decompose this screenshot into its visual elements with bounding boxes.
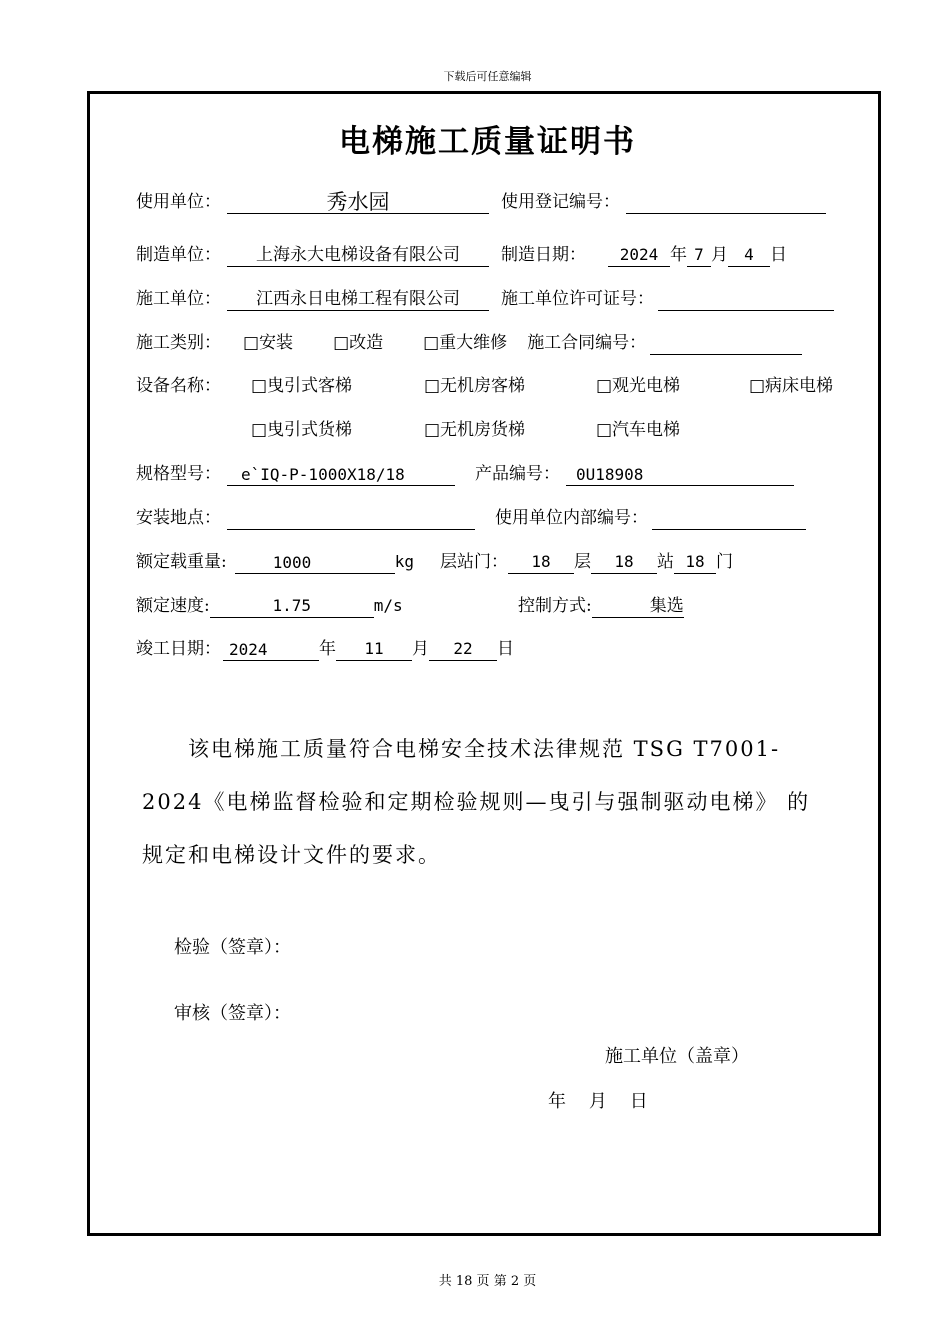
complete-day-char: 日 (497, 639, 514, 659)
reg-no-value (626, 191, 826, 214)
model-value: e`IQ-P-1000X18/18 (227, 464, 455, 486)
make-month: 7 (687, 244, 711, 267)
user-unit-label: 使用单位： (136, 192, 221, 212)
row-model (136, 462, 794, 486)
row-user-unit (136, 190, 826, 214)
user-unit-value: 秀水园 (227, 191, 489, 214)
equip-mrl-freight: □无机房货梯 (424, 420, 526, 440)
type-install: □安装 (243, 333, 294, 353)
statement-line-1: 该电梯施工质量符合电梯安全技术法律规范 TSG T7001- (188, 737, 781, 761)
type-modify: □改造 (333, 333, 384, 353)
speed-label: 额定速度: (136, 596, 210, 616)
maker-label: 制造单位： (136, 245, 221, 265)
model-label: 规格型号： (136, 464, 221, 484)
internal-no-label: 使用单位内部编号： (495, 508, 648, 528)
row-type (136, 331, 802, 355)
complete-label: 竣工日期： (136, 639, 221, 659)
complete-year: 2024 (223, 639, 319, 661)
unit-seal: 施工单位（盖章） (605, 1046, 749, 1067)
row-equipment-1 (136, 374, 221, 398)
floors-label: 层站门： (440, 552, 508, 572)
location-label: 安装地点： (136, 508, 221, 528)
license-value (658, 288, 834, 311)
contract-value (650, 332, 802, 355)
make-year: 2024 (608, 244, 670, 267)
day-char: 日 (770, 245, 787, 265)
make-date-label: 制造日期： (501, 245, 586, 265)
row-control (518, 594, 684, 618)
page-footer: 共 18 页 第 2 页 (438, 1274, 537, 1289)
control-label: 控制方式: (518, 596, 592, 616)
type-label: 施工类别： (136, 333, 221, 353)
floor-char: 层 (574, 552, 591, 572)
license-label: 施工单位许可证号： (501, 289, 654, 309)
complete-year-char: 年 (319, 639, 336, 659)
row-load (136, 550, 733, 574)
statement-line-3: 规定和电梯设计文件的要求。 (142, 843, 441, 867)
equip-label: 设备名称： (136, 376, 221, 396)
complete-month-char: 月 (412, 639, 429, 659)
make-day: 4 (728, 244, 770, 267)
complete-day: 22 (429, 638, 497, 661)
equip-traction-passenger: □曳引式客梯 (251, 376, 353, 396)
row-complete-date (136, 637, 514, 661)
inspect-signature: 检验（签章）： (174, 937, 291, 958)
maker-value: 上海永大电梯设备有限公司 (227, 244, 489, 267)
door-char: 门 (716, 552, 733, 572)
internal-no-value (652, 507, 806, 530)
builder-value: 江西永日电梯工程有限公司 (227, 288, 489, 311)
contract-label: 施工合同编号： (527, 333, 647, 353)
statement-line-2: 2024《电梯监督检验和定期检验规则—曳引与强制驱动电梯》 的 (142, 790, 811, 814)
year-char: 年 (670, 245, 687, 265)
seal-date: 年 月 日 (548, 1091, 648, 1112)
equip-traction-freight: □曳引式货梯 (251, 420, 353, 440)
product-no-value: 0U18908 (566, 464, 794, 486)
station-char: 站 (657, 552, 674, 572)
builder-label: 施工单位： (136, 289, 221, 309)
row-builder (136, 287, 834, 311)
speed-value: 1.75 (210, 595, 374, 618)
location-value (227, 507, 475, 530)
reg-no-label: 使用登记编号： (501, 192, 620, 212)
stations-value: 18 (591, 551, 657, 574)
complete-month: 11 (336, 638, 412, 661)
compliance-statement (142, 723, 832, 882)
speed-unit: m/s (373, 596, 403, 615)
equip-mrl-passenger: □无机房客梯 (424, 376, 526, 396)
equip-car: □汽车电梯 (596, 420, 681, 440)
equip-observation: □观光电梯 (596, 376, 681, 396)
load-value: 1000 (235, 552, 395, 574)
equip-bed: □病床电梯 (749, 376, 834, 396)
product-no-label: 产品编号： (475, 464, 560, 484)
document-title: 电梯施工质量证明书 (339, 124, 636, 160)
header-note: 下载后可任意编辑 (443, 70, 532, 83)
control-value: 集选 (592, 595, 684, 618)
type-major-repair: □重大维修 (423, 333, 508, 353)
row-maker (136, 243, 787, 267)
floors-value: 18 (508, 551, 574, 574)
doors-value: 18 (674, 551, 716, 574)
review-signature: 审核（签章）： (174, 1003, 291, 1024)
month-char: 月 (711, 245, 728, 265)
load-unit: kg (394, 552, 414, 571)
row-location (136, 506, 806, 530)
row-speed (136, 594, 403, 618)
load-label: 额定载重量: (136, 552, 227, 572)
